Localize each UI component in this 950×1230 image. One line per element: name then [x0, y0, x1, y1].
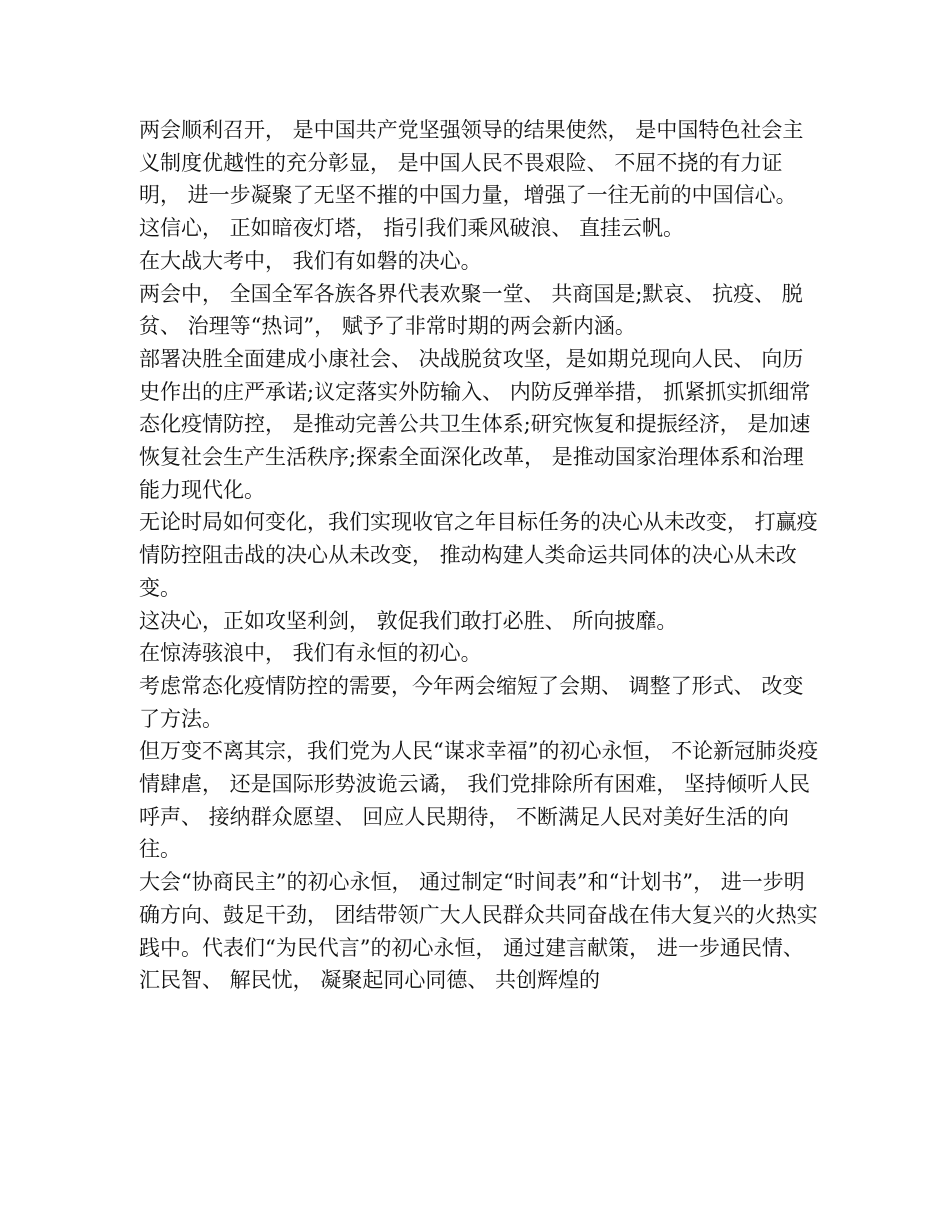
paragraph-2: 这信心， 正如暗夜灯塔， 指引我们乘风破浪、 直挂云帆。 — [139, 216, 685, 241]
paragraph-8: 在惊涛骇浪中， 我们有永恒的初心。 — [139, 641, 482, 666]
paragraph-10: 但万变不离其宗，我们党为人民“谋求幸福”的初心永恒， 不论新冠肺炎疫情肆虐， 还是国际形势波诡云谲， 我们党排除所有困难， 坚持倾听人民呼声、 接纳群众愿望、 回应人民期待， 不断满足人民对美好生活的向往。 — [139, 739, 819, 862]
paragraph-1: 两会顺利召开， 是中国共产党坚强领导的结果使然， 是中国特色社会主义制度优越性的充分彰显， 是中国人民不畏艰险、 不屈不挠的有力证明， 进一步凝聚了无坚不摧的中国力量，增强了一往无前的中国信心。 — [139, 118, 804, 208]
paragraph-4: 两会中， 全国全军各族各界代表欢聚一堂、 共商国是;默哀、 抗疫、 脱贫、 治理等“热词”， 赋予了非常时期的两会新内涵。 — [139, 281, 803, 339]
document-body — [139, 114, 819, 997]
paragraph-9: 考虑常态化疫情防控的需要，今年两会缩短了会期、 调整了形式、 改变了方法。 — [139, 673, 804, 731]
paragraph-6: 无论时局如何变化，我们实现收官之年目标任务的决心从未改变， 打赢疫情防控阻击战的决心从未改变， 推动构建人类命运共同体的决心从未改变。 — [139, 510, 818, 600]
paragraph-5: 部署决胜全面建成小康社会、 决战脱贫攻坚，是如期兑现向人民、 向历史作出的庄严承诺;议定落实外防输入、 内防反弹举措， 抓紧抓实抓细常态化疫情防控， 是推动完善公共卫生体系;研究恢复和提振经济， 是加速恢复社会生产生活秩序;探索全面深化改革， 是推动国家治理体系和治理能力现代化。 — [139, 346, 811, 502]
paragraph-11: 大会“协商民主”的初心永恒， 通过制定“时间表”和“计划书”， 进一步明确方向、鼓足干劲， 团结带领广大人民群众共同奋战在伟大复兴的火热实践中。代表们“为民代言”的初心永恒， 通过建言献策， 进一步通民情、 汇民智、 解民忧， 凝聚起同心同德、 共创辉煌的 — [139, 870, 818, 993]
paragraph-3: 在大战大考中， 我们有如磐的决心。 — [139, 248, 482, 273]
paragraph-7: 这决心，正如攻坚利剑， 敦促我们敢打必胜、 所向披靡。 — [139, 608, 678, 633]
